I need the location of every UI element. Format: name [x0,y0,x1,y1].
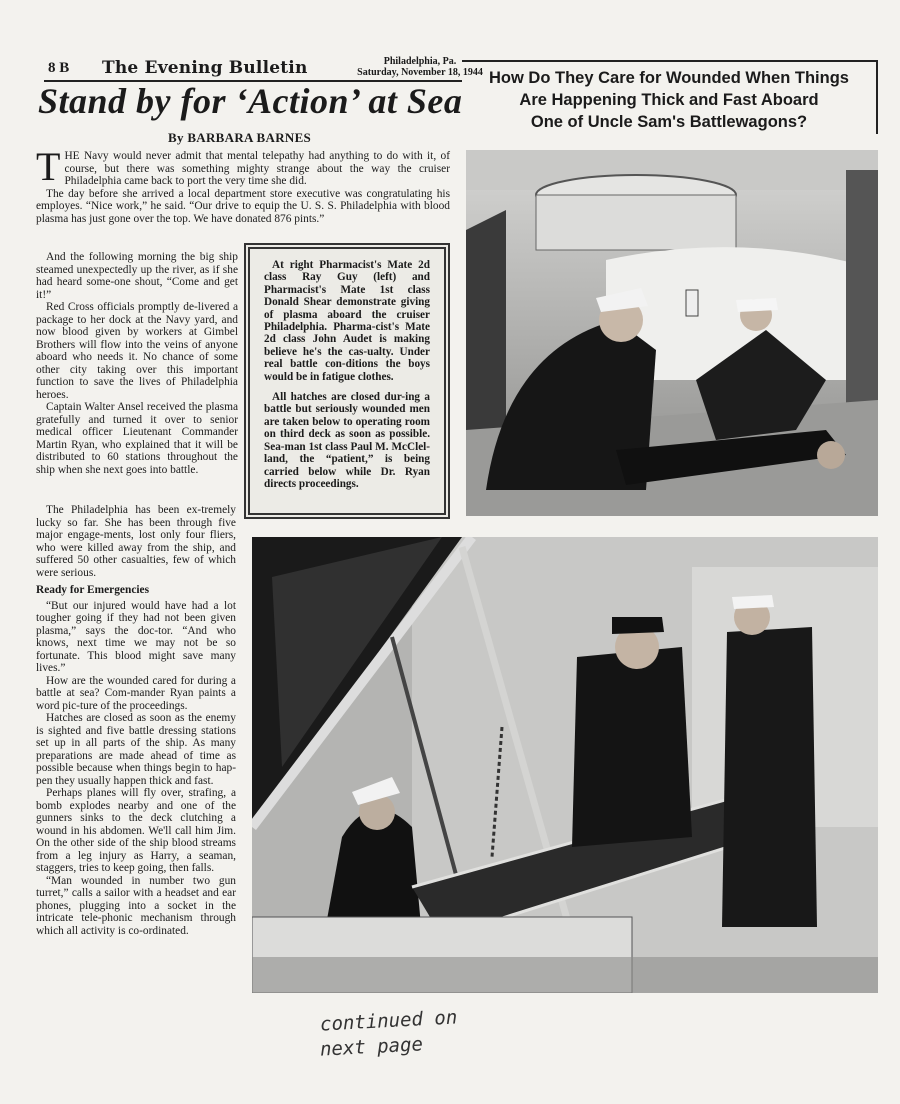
deck-headline [462,60,878,134]
handwritten-note-line-2: next page [319,1033,424,1061]
deck-line-1: How Do They Care for Wounded When Things [489,69,849,87]
article-column-lower [36,504,236,937]
article-paragraph: Perhaps planes will fly over, strafing, a bomb explodes nearby and one of the gunners sinks to the deck clutching a wound in his abdomen. We'll call him Jim. On the other side of the ship blood streams from a leg injury as Harry, a seaman, staggers, tries to keep going, then falls. [36,787,236,874]
article-paragraph: And the following morning the big ship steamed unexpectedly up the river, as if she had heard some-one shout, “Come and get it!” [36,251,238,301]
dateline-place: Philadelphia, Pa. [383,56,457,67]
byline: By BARBARA BARNES [168,130,312,145]
article-lead [36,144,450,225]
article-paragraph: How are the wounded cared for during a battle at sea? Com-mander Ryan paints a word pic-ture of the proceedings. [36,674,236,712]
article-paragraph: The Philadelphia has been ex-tremely lucky so far. She has been through five major engage-ments, lost only four fliers, who were killed away from the ship, and suffered 50 other casualties, few of which were serious. [36,504,236,579]
article-paragraph: “But our injured would have had a lot tougher going if they had not been given plasma,” says the doc-tor. “And who knows, next time we may not be so fortunate. This blood might save many lives.” [36,599,236,674]
headline: Stand by for ‘Action’ at Sea [38,81,463,121]
paper-name: The Evening Bulletin [102,58,308,78]
article-paragraph: “Man wounded in number two gun turret,” calls a sailor with a headset and ear phones, plugging into a socket in the intricate tele-phonic mechanism through which all activity is co-ordinated. [36,874,236,937]
deck-line-3: One of Uncle Sam's Battlewagons? [530,113,808,131]
drop-cap: T [36,144,61,189]
article-column-upper [36,251,238,476]
deck-line-2: Are Happening Thick and Fast Aboard [519,91,819,109]
masthead [44,56,483,80]
article-paragraph: Hatches are closed as soon as the enemy is sighted and five battle dressing stations set up in all parts of the ship. As many preparations are made ahead of time as possible because when things begin to hap-pen they usually happen thick and fast. [36,712,236,787]
subhead: Ready for Emergencies [36,584,150,596]
article-paragraph: Red Cross officials promptly de-livered a package to her dock at the Navy yard, and now blood given by workers at Gimbel Brothers will flow into the veins of anyone aboard who needs it. No chance of some other city taking over this important function to save the lives of Philadelphia heroes. [36,301,238,401]
article-paragraph: The day before she arrived a local department store executive was congratulating his employes. “Nice work,” he said. “Our drive to equip the U. S. S. Philadelphia with blood plasma has just gone over the top. We have donated 876 pints.” [36,187,450,225]
photo-plasma-demonstration [466,150,878,516]
photo-stretcher-below-deck [252,537,878,993]
article-paragraph: Captain Walter Ansel received the plasma gratefully and turned it over to senior medical officer Lieutenant Commander Martin Ryan, who explained that it will be distributed to 60 stations throughout the ship when she next goes into battle. [36,401,238,476]
page-number: 8 B [48,60,70,76]
handwritten-note-line-1: continued on [319,1006,458,1036]
caption-paragraph: All hatches are closed dur-ing a battle but seriously wounded men are taken below to operating room on third deck as soon as possible. Sea-man 1st class Paul M. McClel-land, the “patient,” is being carried below while Dr. Ryan directs proceedings. [264,391,430,490]
caption-paragraph: At right Pharmacist's Mate 2d class Ray Guy (left) and Pharmacist's Mate 1st class Donald Shear demonstrate giving of plasma aboard the cruiser Philadelphia. Pharma-cist's Mate 2d class John Audet is making believe he's the cas-ualty. Under real battle con-ditions the boys would be in fatigue clothes. [264,259,430,383]
photo-caption-box [244,243,450,519]
dateline-date: Saturday, November 18, 1944 [357,67,483,78]
article-paragraph: THE Navy would never admit that mental telepathy had anything to do with it, of course, but there was something mighty strange about the way the cruiser Philadelphia came back to port the very time she did. [36,144,450,189]
